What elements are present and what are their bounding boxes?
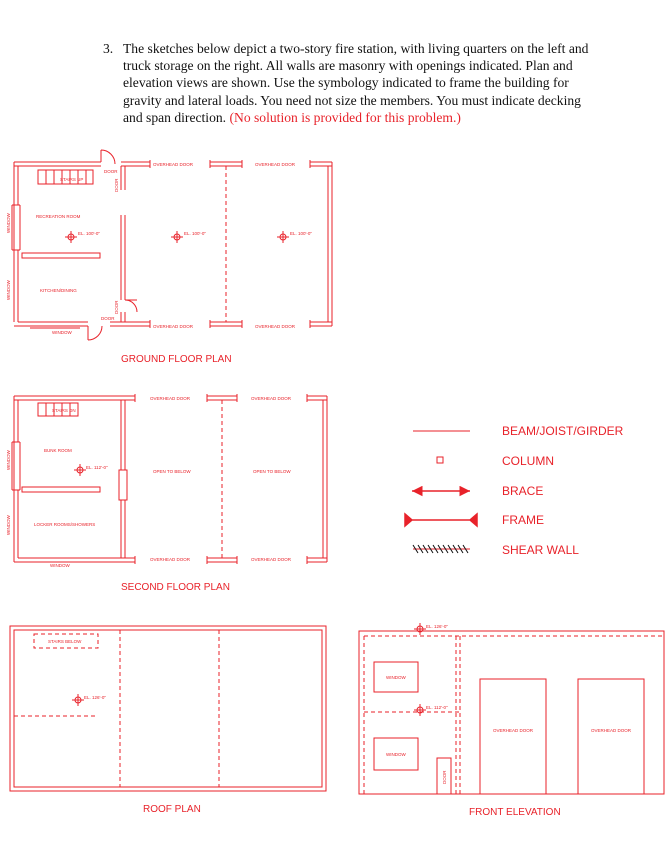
legend-frame-label: FRAME	[502, 513, 544, 527]
second-overhead-door-label-4: OVERHEAD DOOR	[251, 557, 292, 562]
legend-symbols	[405, 431, 477, 553]
second-window-label-left-1: WINDOW	[6, 450, 11, 470]
ground-recreation-room-label: RECREATION ROOM	[36, 214, 81, 219]
front-elevation-title: FRONT ELEVATION	[469, 807, 561, 818]
front-elevation-second-label: EL. 112'-0"	[426, 705, 448, 710]
second-window-label-left-2: WINDOW	[6, 515, 11, 535]
second-locker-rooms-label: LOCKER ROOMS/SHOWERS	[34, 522, 96, 527]
ground-overhead-door-label-1: OVERHEAD DOOR	[153, 162, 194, 167]
problem-note: (No solution is provided for this problem.)	[229, 109, 461, 125]
ground-overhead-door-label-2: OVERHEAD DOOR	[255, 162, 296, 167]
legend-column-symbol	[437, 457, 443, 463]
front-elevation	[359, 623, 664, 794]
front-window-label-lower: WINDOW	[386, 752, 406, 757]
ground-door-label-bottom: DOOR	[101, 316, 115, 321]
ground-door-label-partition-top: DOOR	[114, 178, 119, 192]
second-bunk-room-label: BUNK ROOM	[44, 448, 72, 453]
ground-kitchen-label: KITCHEN/DINING	[40, 288, 77, 293]
second-overhead-door-label-1: OVERHEAD DOOR	[150, 396, 191, 401]
ground-floor-title: GROUND FLOOR PLAN	[121, 354, 232, 365]
legend-frame-symbol	[405, 514, 477, 526]
ground-floor-labels	[6, 162, 312, 335]
front-elevation-labels	[386, 624, 632, 784]
second-elevation-marker	[74, 464, 86, 476]
ground-window-label-left-1: WINDOW	[6, 213, 11, 233]
ground-window-label-bottom: WINDOW	[52, 330, 72, 335]
ground-overhead-door-label-4: OVERHEAD DOOR	[255, 324, 296, 329]
ground-stairs-label: STAIRS UP	[60, 177, 84, 182]
problem-text: The sketches below depict a two-story fire station, with living quarters on the left and truck storage on the right. All walls are masonry with openings indicated. Plan and elevation views are shown. Use the symbology indicated to frame the building for gravity and lateral loads. You need not size the members. You must indicate decking and span direction.	[123, 41, 589, 125]
second-floor-labels	[6, 396, 292, 568]
second-open-to-below-label-2: OPEN TO BELOW	[253, 469, 291, 474]
problem-number: 3.	[103, 41, 114, 56]
ground-door-label-top: DOOR	[104, 169, 118, 174]
roof-plan-title: ROOF PLAN	[143, 804, 201, 815]
roof-stairs-below-label: STAIRS BELOW	[48, 639, 82, 644]
front-overhead-door-label-2: OVERHEAD DOOR	[591, 728, 632, 733]
ground-elevation-label-1: EL. 100'-0"	[78, 231, 100, 236]
second-floor-title: SECOND FLOOR PLAN	[121, 582, 230, 593]
ground-overhead-door-label-3: OVERHEAD DOOR	[153, 324, 194, 329]
second-stairs-label: STAIRS DN	[52, 408, 76, 413]
second-overhead-door-label-3: OVERHEAD DOOR	[150, 557, 191, 562]
legend-column-label: COLUMN	[502, 454, 555, 468]
ground-door-label-partition-bottom: DOOR	[114, 300, 119, 314]
legend-beam-label: BEAM/JOIST/GIRDER	[502, 424, 624, 438]
second-elevation-label: EL. 112'-0"	[86, 465, 108, 470]
roof-plan	[10, 626, 326, 791]
second-window-label-bottom: WINDOW	[50, 563, 70, 568]
ground-elevation-label-3: EL. 100'-0"	[290, 231, 312, 236]
front-window-label-upper: WINDOW	[386, 675, 406, 680]
second-floor-plan	[12, 394, 327, 564]
legend-labels	[502, 424, 624, 557]
front-elevation-roof-label: EL. 126'-0"	[426, 624, 448, 629]
legend-brace-label: BRACE	[502, 484, 544, 498]
ground-elevation-label-2: EL. 100'-0"	[184, 231, 206, 236]
roof-elevation-label: EL. 126'-0"	[84, 695, 106, 700]
front-door-label: DOOR	[442, 770, 447, 784]
second-overhead-door-label-2: OVERHEAD DOOR	[251, 396, 292, 401]
second-open-to-below-label-1: OPEN TO BELOW	[153, 469, 191, 474]
ground-window-label-left-2: WINDOW	[6, 280, 11, 300]
legend-shear-wall-label: SHEAR WALL	[502, 543, 579, 557]
front-overhead-door-label-1: OVERHEAD DOOR	[493, 728, 534, 733]
